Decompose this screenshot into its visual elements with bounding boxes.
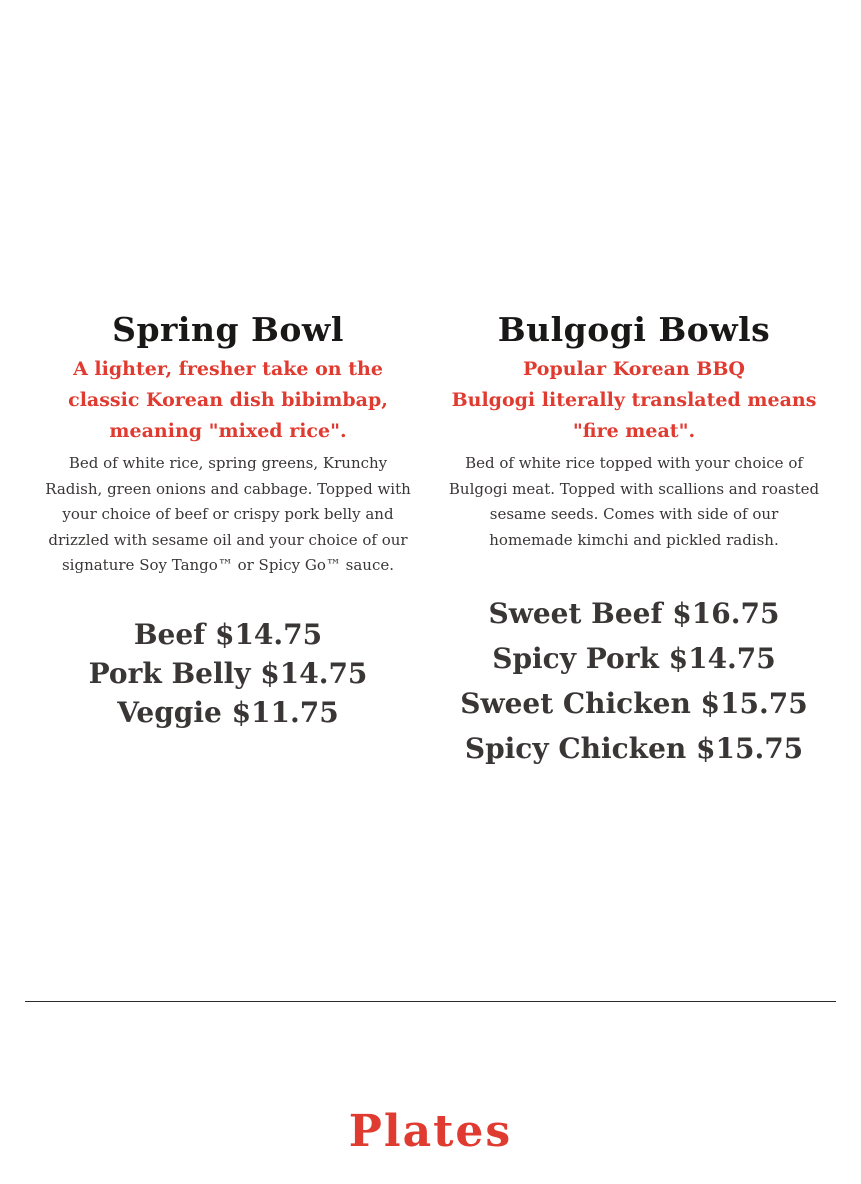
spring-bowl-section (40, 308, 416, 732)
bulgogi-bowls-price-list (446, 591, 822, 771)
spring-bowl-price-list (40, 615, 416, 732)
price-item-pork-belly: Pork Belly $14.75 (88, 656, 368, 690)
price-item-sweet-chicken: Sweet Chicken $15.75 (460, 687, 808, 720)
bulgogi-tagline-line1: Popular Korean BBQ (523, 358, 745, 380)
price-item-veggie: Veggie $11.75 (117, 695, 339, 729)
bulgogi-bowls-tagline (446, 354, 822, 447)
price-item-spicy-chicken: Spicy Chicken $15.75 (464, 732, 804, 765)
plates-heading: Plates (348, 1106, 513, 1157)
price-item-sweet-beef: Sweet Beef $16.75 (488, 597, 780, 630)
bulgogi-bowls-title: Bulgogi Bowls (497, 310, 771, 349)
spring-bowl-title: Spring Bowl (112, 310, 344, 349)
spring-bowl-description: Bed of white rice, spring greens, Krunchy Radish, green onions and cabbage. Topped with your choice of beef or crispy pork belly and drizzled with sesame oil and your choice of our signature Soy Tango™ or Spicy Go™ sauce. (45, 454, 411, 574)
price-item-beef: Beef $14.75 (133, 617, 323, 651)
bulgogi-bowls-description: Bed of white rice topped with your choice of Bulgogi meat. Topped with scallions and roasted sesame seeds. Comes with side of our homemade kimchi and pickled radish. (448, 454, 820, 549)
section-divider (25, 1001, 836, 1002)
bulgogi-tagline-line2: Bulgogi literally translated means "fire meat". (451, 389, 817, 442)
bulgogi-bowls-section (446, 308, 822, 771)
spring-bowl-tagline: A lighter, fresher take on the classic Korean dish bibimbap, meaning "mixed rice". (68, 358, 388, 442)
price-item-spicy-pork: Spicy Pork $14.75 (492, 642, 776, 675)
